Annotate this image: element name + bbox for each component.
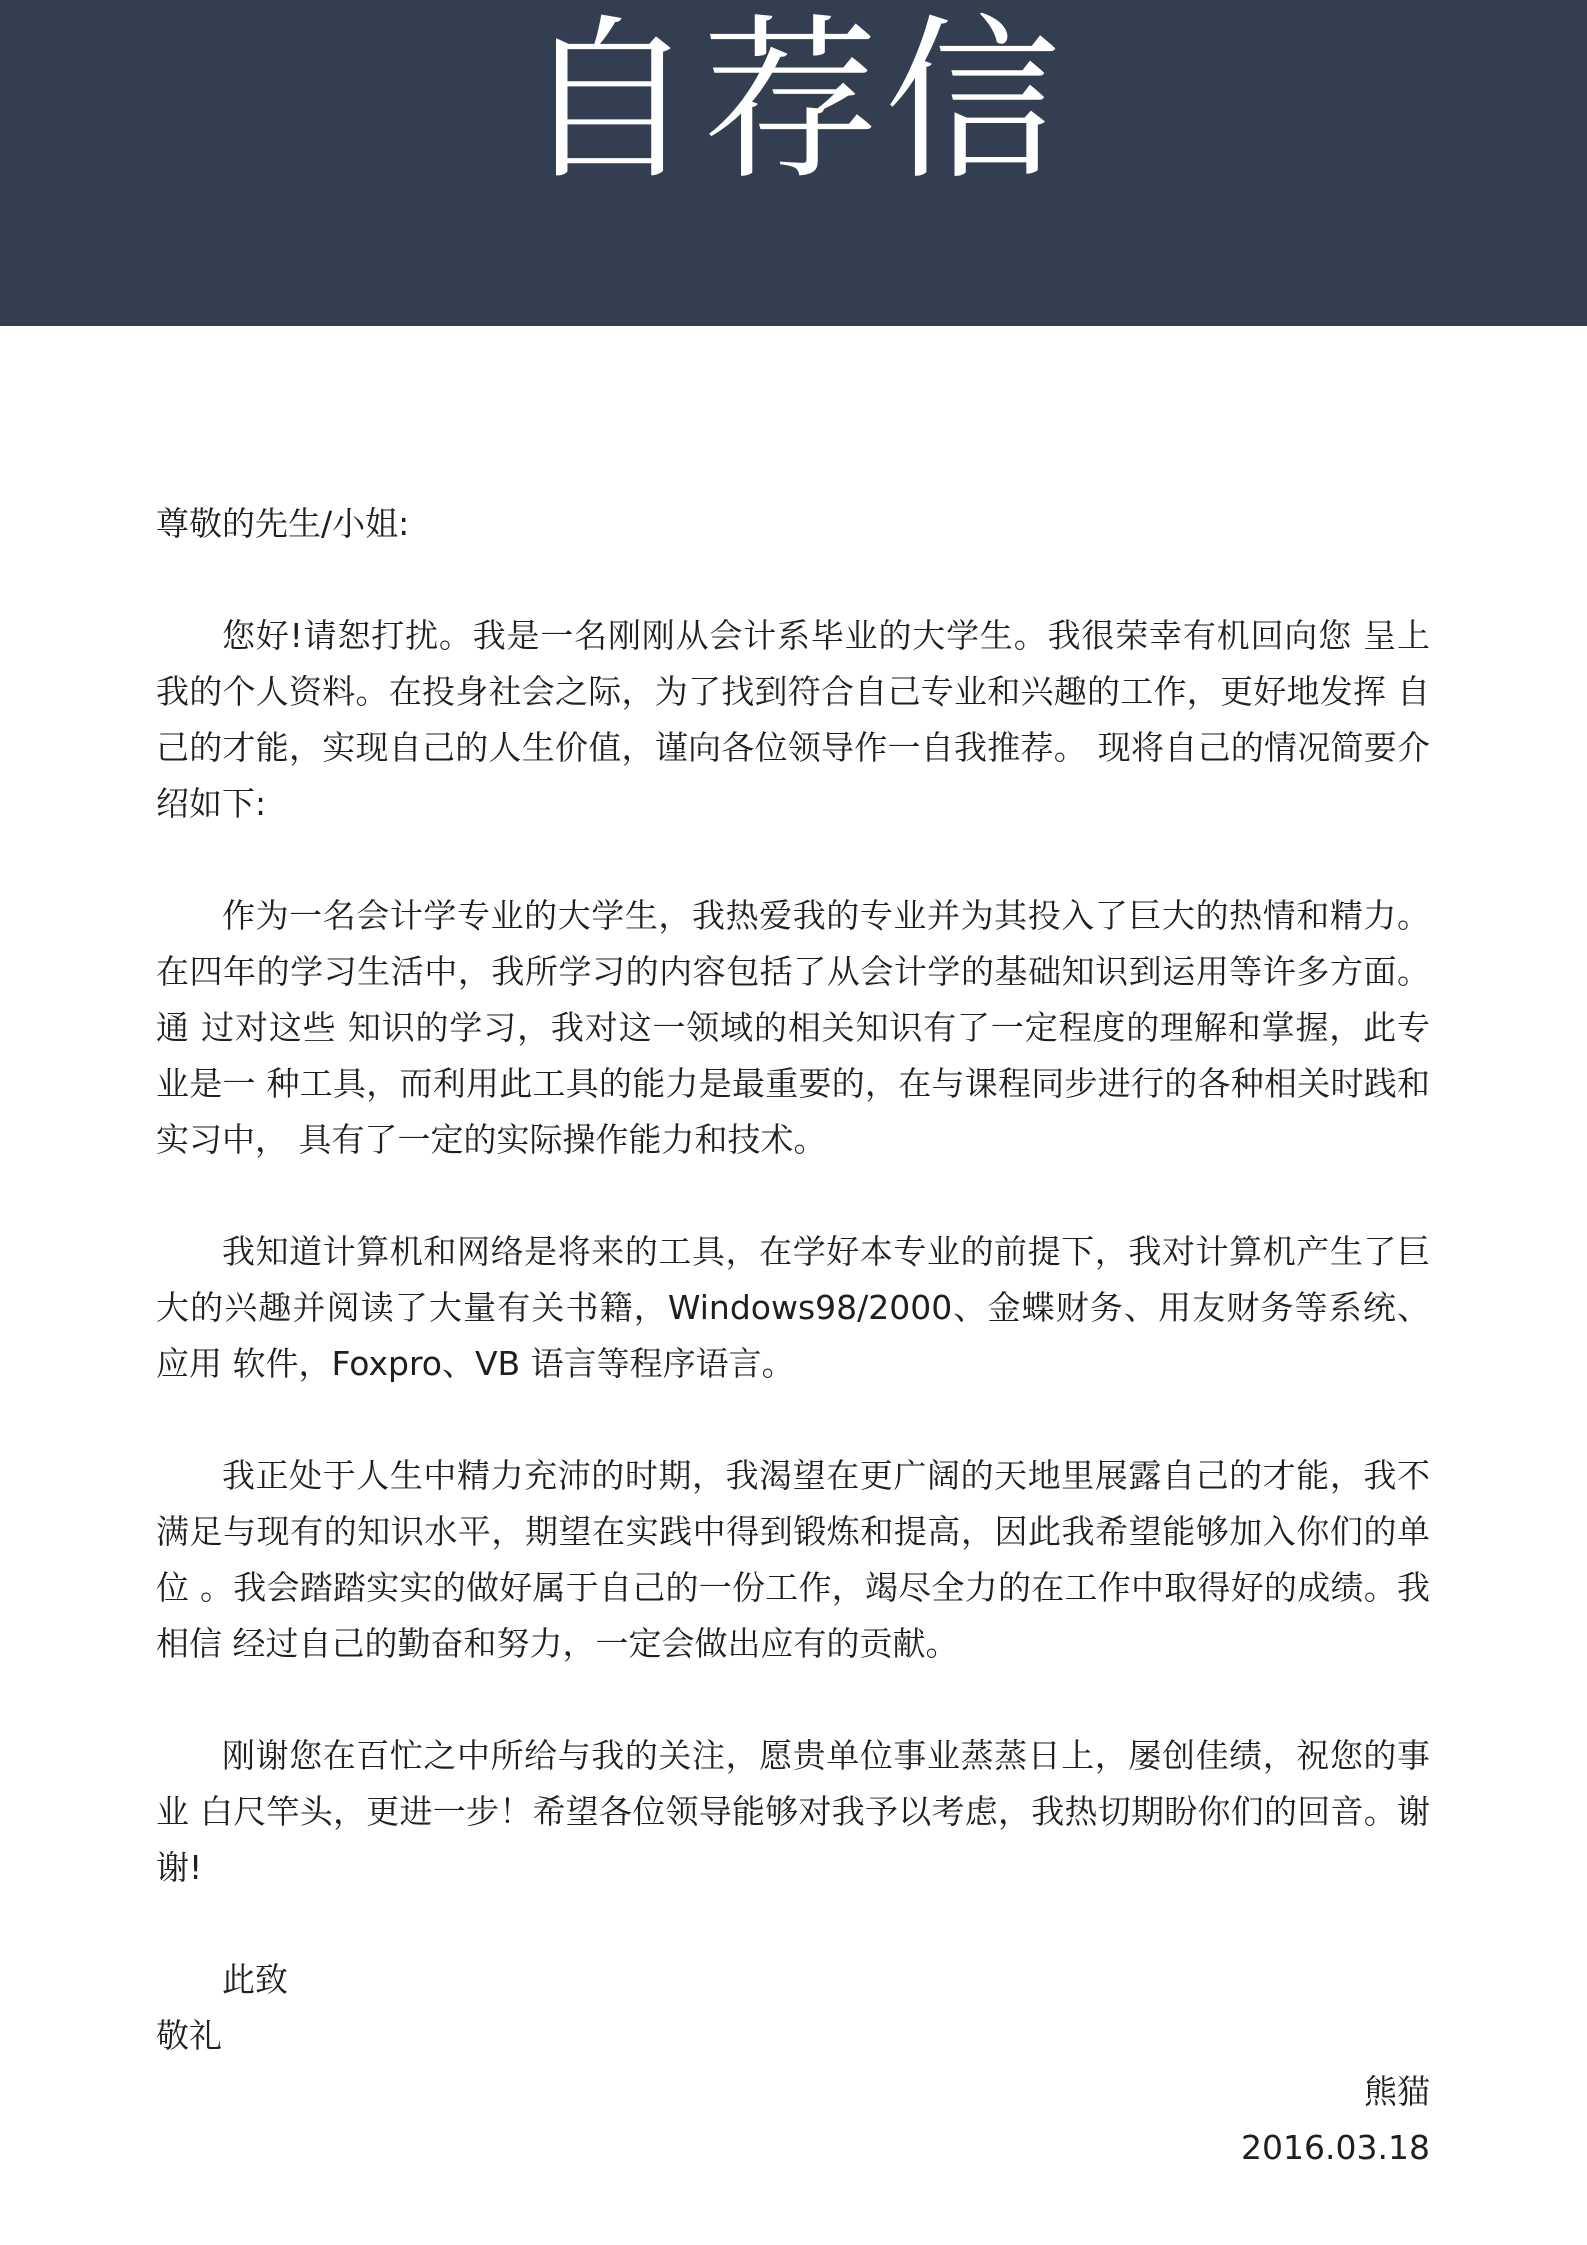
letter-body bbox=[156, 496, 1430, 2176]
paragraph-aspiration: 我正处于人生中精力充沛的时期，我渴望在更广阔的天地里展露自己的才能，我不 满足与现有的知识水平，期望在实践中得到锻炼和提高，因此我希望能够加入你们的单位 。我会踏踏实实的做好属于自己的一份工作，竭尽全力的在工作中取得好的成绩。我相信 经过自己的勤奋和努力，一定会做出应有的贡献。 bbox=[156, 1456, 1430, 1663]
regards: 敬礼 bbox=[156, 2016, 222, 2055]
closing: 此致 bbox=[222, 1960, 288, 1999]
header-band bbox=[0, 0, 1587, 326]
paragraph-major: 作为一名会计学专业的大学生，我热爱我的专业并为其投入了巨大的热情和精力。 在四年的学习生活中，我所学习的内容包括了从会计学的基础知识到运用等许多方面。通 过对这些 知识的学习，我对这一领域的相关知识有了一定程度的理解和掌握，此专业是一 种工具，而利用此工具的能力是最重要的，在与课程同步进行的各种相关时践和实习中， 具有了一定的实际操作能力和技术。 bbox=[156, 896, 1430, 1159]
paragraph-computer-skills: 我知道计算机和网络是将来的工具，在学好本专业的前提下，我对计算机产生了巨 大的兴趣并阅读了大量有关书籍，Windows98/2000、金蝶财务、用友财务等系统、应用 软件，Foxpro、VB 语言等程序语言。 bbox=[156, 1232, 1430, 1383]
page-title: 自荐信 bbox=[520, 0, 1067, 205]
paragraph-thanks: 刚谢您在百忙之中所给与我的关注，愿贵单位事业蒸蒸日上，屡创佳绩，祝您的事业 白尺竿头，更进一步！希望各位领导能够对我予以考虑，我热切期盼你们的回音。谢谢! bbox=[156, 1736, 1430, 1887]
paragraph-intro: 您好!请恕打扰。我是一名刚刚从会计系毕业的大学生。我很荣幸有机回向您 呈上我的个人资料。在投身社会之际，为了找到符合自己专业和兴趣的工作，更好地发挥 自己的才能，实现自己的人生价值，谨向各位领导作一自我推荐。 现将自己的情况简要介绍如下: bbox=[156, 616, 1430, 823]
signature: 熊猫 bbox=[1364, 2072, 1430, 2111]
letter-date: 2016.03.18 bbox=[1241, 2128, 1430, 2167]
salutation: 尊敬的先生/小姐: bbox=[156, 504, 410, 543]
